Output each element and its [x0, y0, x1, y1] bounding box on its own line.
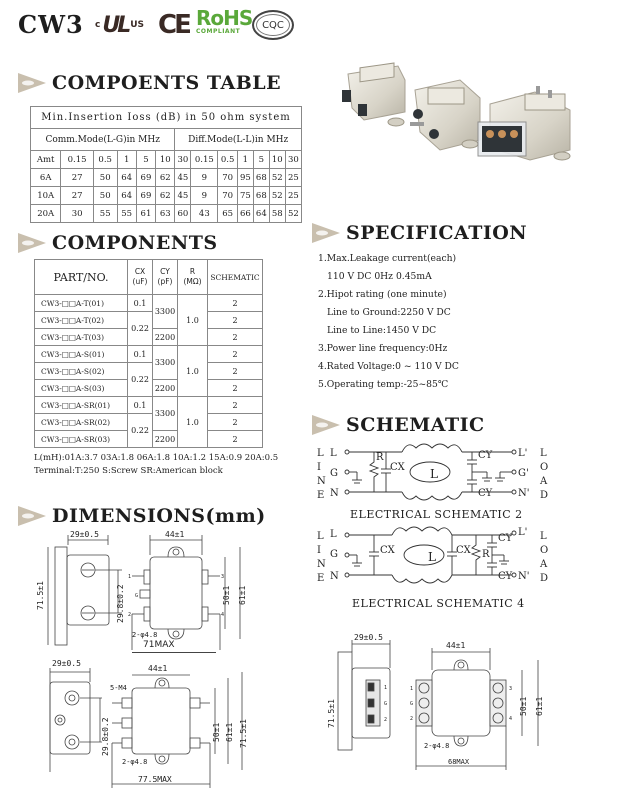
terminal-out-l: L' — [518, 527, 528, 538]
mount-pitch-label: 61±1 — [238, 585, 247, 605]
terminal-in-g: G — [330, 549, 338, 560]
cx-value: 0.1 — [128, 295, 153, 312]
load-letter: A — [540, 559, 548, 570]
cy-value: 3300 — [153, 397, 178, 431]
schematic-number: 2 — [208, 346, 263, 363]
line-letter: I — [317, 462, 321, 473]
terminal-in-n: N — [330, 488, 339, 499]
cx-value: 0.22 — [128, 363, 153, 397]
table-cell: 30 — [175, 151, 191, 169]
terminal-out-g: G' — [518, 468, 529, 479]
line-letter: N — [317, 559, 326, 570]
diff-mode-header: Diff.Mode(L-L)in MHz — [175, 129, 302, 151]
table-cell: 52 — [285, 205, 301, 223]
components-table — [34, 259, 263, 448]
section-heading-dimensions — [18, 505, 266, 527]
table-cell: 0.5 — [218, 151, 238, 169]
table-cell: 52 — [269, 187, 285, 205]
side-width-label: 29±0.5 — [70, 530, 99, 539]
table-cell: 95 — [237, 169, 253, 187]
table-cell: 25 — [285, 169, 301, 187]
body-width-label: 44±1 — [446, 641, 466, 650]
section-title: SCHEMATIC — [346, 414, 485, 436]
table-cell: 45 — [175, 169, 191, 187]
section-arrow-icon — [312, 223, 340, 243]
table-cell: 55 — [117, 205, 136, 223]
part-number: CW3-□□A-T(02) — [35, 312, 128, 329]
section-title: COMPOENTS TABLE — [52, 72, 282, 94]
load-letter: L — [540, 448, 547, 459]
cy-label: CY — [160, 267, 170, 276]
rohs-mark — [196, 8, 252, 34]
side-view — [338, 640, 390, 750]
load-letter: L — [540, 531, 547, 542]
section-heading-table — [18, 72, 281, 94]
table-cell: 20A — [31, 205, 61, 223]
table-cell: 0.15 — [61, 151, 94, 169]
holes-label: 2-φ4.8 — [132, 631, 158, 639]
overall-length-s: 77.5MAX — [138, 775, 172, 784]
table-cell: 70 — [218, 187, 238, 205]
electrical-schematic-4 — [312, 523, 552, 588]
table-cell: 61 — [136, 205, 155, 223]
r-value: 1.0 — [178, 397, 208, 448]
model-name: CW3 — [18, 10, 84, 39]
part-number: CW3-□□A-T(03) — [35, 329, 128, 346]
cx-value: 0.22 — [128, 312, 153, 346]
ce-mark: CE — [158, 10, 189, 40]
side-pin-2: 2 — [384, 717, 388, 723]
side-pin-g: G — [384, 701, 388, 707]
cy-value: 2200 — [153, 380, 178, 397]
right-pin-3: 3 — [509, 686, 513, 692]
table-cell: 1 — [117, 151, 136, 169]
insertion-loss-title: Min.Insertion Ioss (dB) in 50 ohm system — [31, 107, 302, 129]
side-width-label: 29±0.5 — [354, 633, 383, 642]
load-letter: D — [540, 573, 549, 584]
terminal-in-l: L — [330, 448, 337, 459]
cx-label: CX — [134, 267, 146, 276]
line-letter: L — [317, 531, 324, 542]
table-cell: 45 — [175, 187, 191, 205]
table-cell: 64 — [253, 205, 269, 223]
section-arrow-icon — [312, 415, 340, 435]
table-row — [35, 346, 263, 363]
table-cell: 10 — [156, 151, 175, 169]
table-cell: 5 — [253, 151, 269, 169]
schematic-2-caption: ELECTRICAL SCHEMATIC 2 — [350, 508, 523, 521]
mount-pitch-label: 61±1 — [225, 722, 234, 742]
spec-item: 110 V DC 0Hz 0.45mA — [327, 271, 432, 282]
table-row — [35, 397, 263, 414]
terminal-in-n: N — [330, 571, 339, 582]
frequency-header-row — [31, 151, 302, 169]
schematic-header: SCHEMATIC — [208, 260, 263, 295]
section-title: SPECIFICATION — [346, 222, 528, 244]
cqc-mark: CQC — [252, 10, 294, 40]
table-cell: 30 — [285, 151, 301, 169]
pin-pitch-label: 29.8±0.2 — [116, 584, 125, 623]
section-heading-schematic — [312, 414, 485, 436]
inductor-label: L — [428, 550, 436, 564]
table-cell: 64 — [117, 169, 136, 187]
schematic-number: 2 — [208, 363, 263, 380]
line-letter: E — [317, 573, 325, 584]
table-cell: 62 — [156, 187, 175, 205]
side-view — [50, 668, 102, 772]
schematic-number: 2 — [208, 431, 263, 448]
pin-g: G — [135, 593, 139, 599]
terminal-in-g: G — [330, 468, 338, 479]
table-row — [35, 414, 263, 431]
rohs-logo: RoHS — [196, 6, 253, 30]
part-number: CW3-□□A-S(01) — [35, 346, 128, 363]
cx-label: CX — [390, 462, 405, 473]
spec-item: Line to Line:1450 V DC — [327, 325, 437, 336]
pin-pitch-label: 29.8±0.2 — [101, 717, 110, 756]
table-cell: 68 — [253, 187, 269, 205]
cx-label-out: CX — [456, 545, 471, 556]
table-cell: 0.5 — [93, 151, 117, 169]
table-cell: 55 — [93, 205, 117, 223]
table-cell: 68 — [253, 169, 269, 187]
mount-pitch-label: 61±1 — [535, 696, 544, 716]
r-header — [178, 260, 208, 295]
section-title: COMPONENTS — [52, 232, 218, 254]
table-row — [35, 295, 263, 312]
dimension-drawing-s — [40, 660, 290, 790]
cx-value: 0.1 — [128, 397, 153, 414]
cy-label-top: CY — [498, 533, 513, 544]
left-pin-2: 2 — [410, 716, 414, 722]
screws-label: 5-M4 — [110, 684, 127, 692]
table-row — [35, 312, 263, 329]
inductance-note: L(mH):01A:3.7 03A:1.8 06A:1.8 10A:1.2 15A:0.9 20A:0.5 — [34, 453, 279, 463]
left-pin-1: 1 — [410, 686, 414, 692]
table-cell: 69 — [136, 187, 155, 205]
product-photo — [330, 52, 610, 162]
part-number: CW3-□□A-SR(02) — [35, 414, 128, 431]
schematic-number: 2 — [208, 380, 263, 397]
section-heading-specification — [312, 222, 527, 244]
cy-header — [153, 260, 178, 295]
schematic-number: 2 — [208, 312, 263, 329]
table-cell: 64 — [117, 187, 136, 205]
ul-suffix: US — [130, 20, 145, 30]
table-cell: 30 — [61, 205, 94, 223]
filter-unit-s — [410, 80, 480, 150]
side-view — [48, 535, 122, 645]
ul-logo: UL — [102, 12, 129, 38]
ul-certification-mark — [95, 12, 144, 38]
table-cell: 10 — [269, 151, 285, 169]
table-cell: 63 — [156, 205, 175, 223]
table-cell: 66 — [237, 205, 253, 223]
body-width-label: 44±1 — [165, 530, 185, 539]
part-number-header: PART/NO. — [35, 260, 128, 295]
table-cell: 1 — [237, 151, 253, 169]
pin-4: 4 — [221, 612, 225, 618]
overall-dim-line — [132, 652, 216, 653]
part-number: CW3-□□A-S(02) — [35, 363, 128, 380]
inductor-coil-bottom — [402, 492, 462, 500]
overall-length-t: 71MAX — [143, 640, 175, 650]
load-letter: O — [540, 462, 549, 473]
pin-1: 1 — [128, 574, 132, 580]
cy-value: 3300 — [153, 295, 178, 329]
table-cell: 27 — [61, 187, 94, 205]
terminal-out-l: L' — [518, 448, 528, 459]
filter-unit-sr — [478, 86, 570, 160]
table-cell: 69 — [136, 169, 155, 187]
load-letter: A — [540, 476, 548, 487]
table-cell: 10A — [31, 187, 61, 205]
table-cell: 62 — [156, 169, 175, 187]
specification-list — [318, 250, 459, 394]
table-cell: 50 — [93, 169, 117, 187]
section-arrow-icon — [18, 233, 46, 253]
cy-unit: (pF) — [157, 277, 173, 286]
table-cell: 70 — [218, 169, 238, 187]
overall-length-sr: 68MAX — [448, 758, 470, 766]
section-arrow-icon — [18, 73, 46, 93]
holes-label: 2-φ4.8 — [424, 742, 450, 750]
filter-unit-t — [342, 63, 405, 126]
holes-label: 2-φ4.8 — [122, 758, 148, 766]
part-number: CW3-□□A-SR(01) — [35, 397, 128, 414]
side-height-label: 71.5±1 — [327, 699, 336, 728]
table-cell: 5 — [136, 151, 155, 169]
cy-label-bottom: CY — [478, 488, 493, 499]
table-cell: 52 — [269, 169, 285, 187]
table-cell: Amt — [31, 151, 61, 169]
line-letter: I — [317, 545, 321, 556]
schematic-number: 2 — [208, 329, 263, 346]
side-width-label: 29±0.5 — [52, 660, 81, 668]
schematic-4-caption: ELECTRICAL SCHEMATIC 4 — [352, 597, 525, 610]
table-cell: 58 — [269, 205, 285, 223]
spec-item: 5.Operating temp:-25~85℃ — [318, 379, 449, 390]
inductor-label: L — [430, 467, 438, 481]
section-heading-components — [18, 232, 218, 254]
table-cell: 27 — [61, 169, 94, 187]
line-letter: E — [317, 490, 325, 501]
spec-item: 2.Hipot rating (one minute) — [318, 289, 447, 300]
cy-value: 2200 — [153, 329, 178, 346]
cy-value: 2200 — [153, 431, 178, 448]
body-height-label: 50±1 — [222, 585, 231, 605]
resistor-label: R — [376, 452, 384, 463]
terminal-out-n: N' — [518, 571, 530, 582]
line-letter: L — [317, 448, 324, 459]
section-arrow-icon — [18, 506, 46, 526]
r-label: R — [189, 267, 196, 276]
table-row — [31, 205, 302, 223]
schematic-number: 2 — [208, 397, 263, 414]
side-pin-1: 1 — [384, 685, 388, 691]
terminal-note: Terminal:T:250 S:Screw SR:American block — [34, 466, 223, 476]
resistor-label: R — [482, 549, 490, 560]
insertion-loss-table — [30, 106, 302, 223]
table-row — [31, 169, 302, 187]
rohs-compliant: COMPLIANT — [196, 28, 241, 35]
cx-header — [128, 260, 153, 295]
table-cell: 50 — [93, 187, 117, 205]
part-number: CW3-□□A-S(03) — [35, 380, 128, 397]
cy-label-top: CY — [478, 450, 493, 461]
table-row — [31, 187, 302, 205]
table-cell: 75 — [237, 187, 253, 205]
spec-item: 1.Max.Leakage current(each) — [318, 253, 457, 264]
load-letter: D — [540, 490, 549, 501]
terminal-out-n: N' — [518, 488, 530, 499]
table-cell: 25 — [285, 187, 301, 205]
load-letter: O — [540, 545, 549, 556]
pin-2: 2 — [128, 612, 132, 618]
table-cell: 9 — [191, 187, 218, 205]
spec-item: 3.Power line frequency:0Hz — [318, 343, 448, 354]
front-view — [112, 672, 242, 788]
schematic-number: 2 — [208, 414, 263, 431]
spec-item: Line to Ground:2250 V DC — [327, 307, 451, 318]
table-cell: 43 — [191, 205, 218, 223]
body-width-label: 44±1 — [148, 664, 168, 673]
schematic-number: 2 — [208, 295, 263, 312]
line-letter: N — [317, 476, 326, 487]
inductor-coil-top — [402, 444, 462, 452]
table-cell: 6A — [31, 169, 61, 187]
electrical-schematic-2 — [312, 440, 552, 505]
r-unit: (MΩ) — [183, 277, 202, 286]
cx-value: 0.22 — [128, 414, 153, 448]
r-value: 1.0 — [178, 295, 208, 346]
cx-label-in: CX — [380, 545, 395, 556]
body-height-label: 50±1 — [519, 696, 528, 716]
table-cell: 0.15 — [191, 151, 218, 169]
table-cell: 65 — [218, 205, 238, 223]
table-cell: 60 — [175, 205, 191, 223]
cy-value: 3300 — [153, 346, 178, 380]
pin-3: 3 — [221, 574, 225, 580]
total-height-label: 71.5±1 — [239, 719, 248, 748]
part-number: CW3-□□A-T(01) — [35, 295, 128, 312]
dimension-drawing-sr — [320, 630, 560, 770]
ul-prefix: c — [95, 20, 101, 30]
side-height-label: 71.5±1 — [36, 581, 45, 610]
cx-value: 0.1 — [128, 346, 153, 363]
part-number: CW3-□□A-SR(03) — [35, 431, 128, 448]
cx-unit: (uF) — [132, 277, 148, 286]
right-pin-4: 4 — [509, 716, 513, 722]
common-mode-header: Comm.Mode(L-G)in MHz — [31, 129, 175, 151]
dimension-drawing-t — [10, 525, 280, 650]
spec-item: 4.Rated Voltage:0 ~ 110 V DC — [318, 361, 459, 372]
cy-label-bottom: CY — [498, 571, 513, 582]
r-value: 1.0 — [178, 346, 208, 397]
table-row — [35, 363, 263, 380]
table-cell: 9 — [191, 169, 218, 187]
left-pin-g: G — [410, 701, 414, 707]
body-height-label: 50±1 — [212, 722, 221, 742]
terminal-in-l: L — [330, 529, 337, 540]
section-title: DIMENSIONS(mm) — [52, 505, 266, 527]
